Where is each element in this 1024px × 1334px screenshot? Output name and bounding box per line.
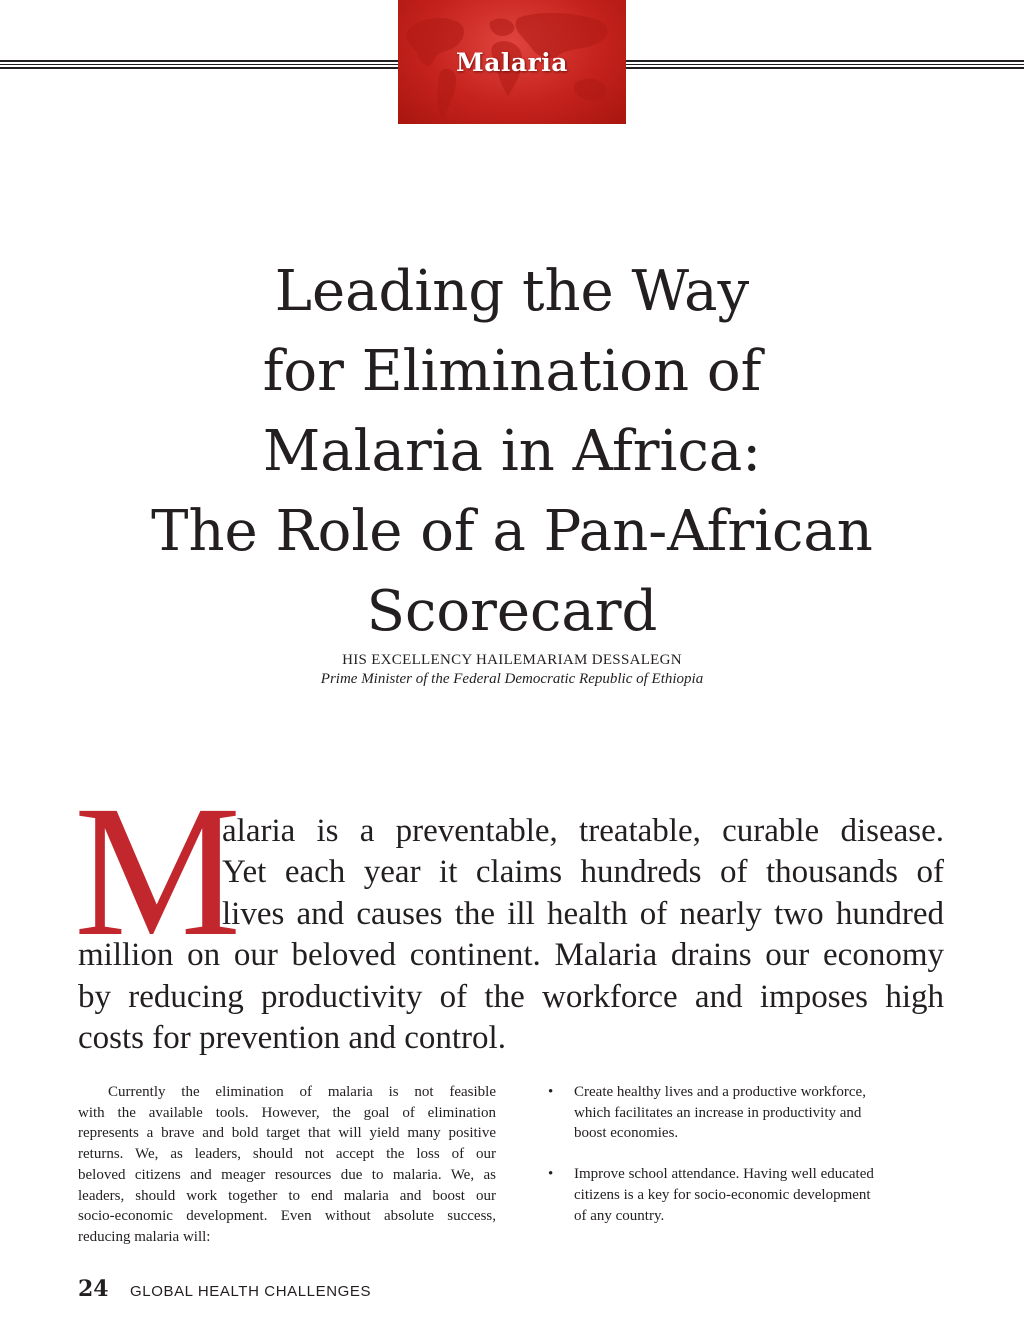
bullet-icon: • [548,1084,554,1100]
body-line: reducing malaria will: [78,1228,211,1245]
body-line: socio-economic development. Even without absolute success, [78,1208,496,1225]
bullet-line: Create healthy lives and a productive workforce, [574,1084,866,1100]
body-paragraph [78,1082,496,1248]
body-line: beloved citizens and meager resources due to malaria. We, as [78,1166,496,1183]
header-rule-right [626,60,1024,69]
header-rule-left [0,60,398,69]
title-line: The Role of a Pan-African [151,499,873,564]
drop-cap: M [74,766,242,975]
bullet-list [548,1082,918,1246]
title-line: Scorecard [366,579,658,644]
body-line: with the available tools. However, the goal of elimination [78,1104,496,1121]
title-line: for Elimination of [262,339,762,404]
publication-name: GLOBAL HEALTH CHALLENGES [130,1283,372,1300]
bullet-line: citizens is a key for socio-economic development [574,1186,871,1203]
bullet-item [548,1082,918,1144]
title-line: Malaria in Africa: [262,419,762,484]
bullet-line: Improve school attendance. Having well educated [574,1166,874,1183]
section-label: Malaria [456,48,568,77]
lead-line: Yet each year it claims hundreds of thousands of [222,854,944,890]
lead-line: costs for prevention and control. [78,1020,506,1056]
bullet-line: boost economies. [574,1125,679,1142]
body-line: represents a brave and bold target that will yield many positive [78,1125,496,1142]
lead-line: million on our beloved continent. Malaria drains our economy [78,937,944,973]
article-title [60,252,964,652]
page-number: 24 [78,1276,109,1302]
author-affiliation: Prime Minister of the Federal Democratic Republic of Ethiopia [320,671,704,687]
title-line: Leading the Way [274,259,750,324]
bullet-line: which facilitates an increase in productivity and [574,1104,862,1121]
lead-line: alaria is a preventable, treatable, curable disease. [222,813,944,849]
author-name: HIS EXCELLENCY HAILEMARIAM DESSALEGN [342,652,682,668]
lead-line: lives and causes the ill health of nearly two hundred [222,896,944,932]
body-line: returns. We, as leaders, should not accept the loss of our [78,1146,496,1163]
section-tab [398,0,626,124]
lead-line: by reducing productivity of the workforce and imposes high [78,979,944,1015]
bullet-item [548,1164,918,1226]
body-line: Currently the elimination of malaria is not feasible [108,1084,496,1100]
body-line: leaders, should work together to end malaria and boost our [78,1187,496,1204]
bullet-icon: • [548,1166,554,1183]
bullet-line: of any country. [574,1207,665,1224]
